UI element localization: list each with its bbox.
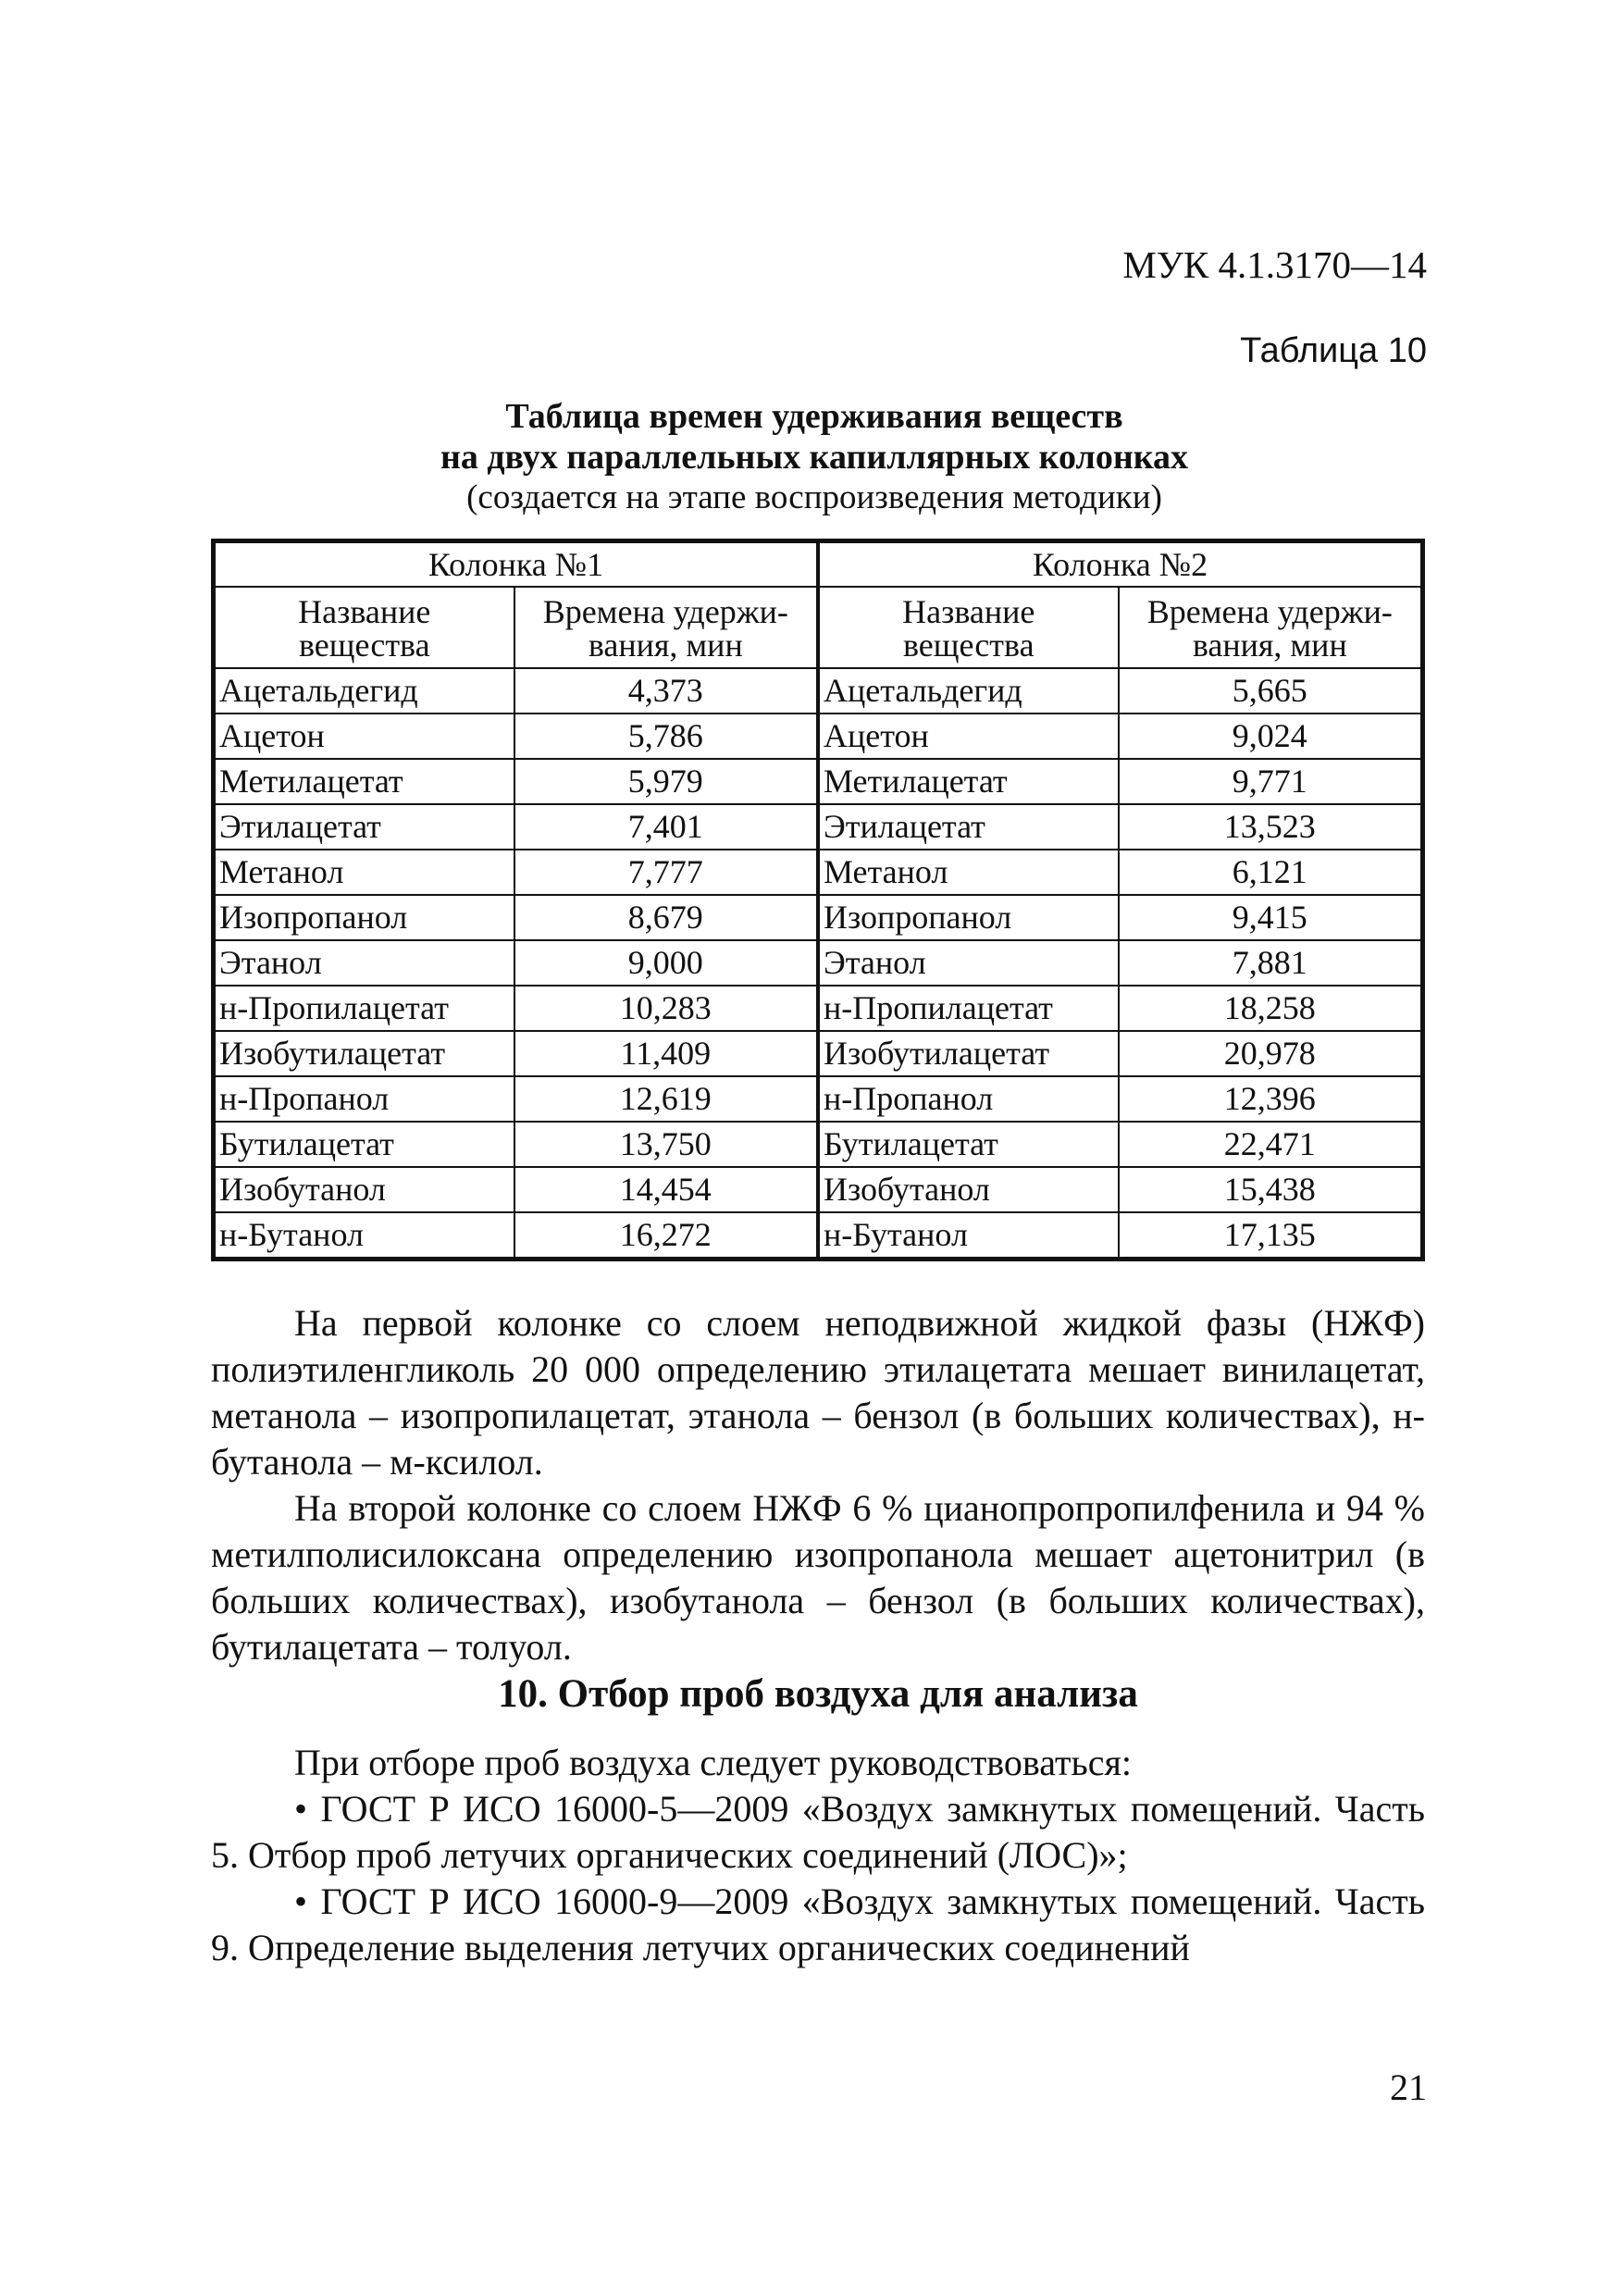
table-row bbox=[214, 1212, 1423, 1260]
substance-name-col2: Бутилацетат bbox=[818, 1122, 1119, 1167]
retention-time-col2: 9,415 bbox=[1119, 895, 1423, 940]
substance-name-col1: н-Пропилацетат bbox=[214, 986, 514, 1031]
retention-time-col2: 6,121 bbox=[1119, 850, 1423, 895]
table-row bbox=[214, 1076, 1423, 1122]
substance-name-col2: Изобутилацетат bbox=[818, 1031, 1119, 1076]
table-row bbox=[214, 895, 1423, 940]
header-text-line: вещества bbox=[902, 627, 1035, 664]
page-number: 21 bbox=[1390, 2066, 1427, 2108]
retention-time-col2: 7,881 bbox=[1119, 940, 1423, 986]
retention-time-col2: 20,978 bbox=[1119, 1031, 1423, 1076]
substance-name-header bbox=[214, 587, 514, 668]
retention-time-col1: 7,401 bbox=[514, 804, 818, 850]
table-row bbox=[214, 804, 1423, 850]
header-text-line: Название bbox=[298, 593, 431, 630]
substance-name-header bbox=[818, 587, 1119, 668]
substance-name-col2: Метилацетат bbox=[818, 759, 1119, 804]
substance-name-col2: Изобутанол bbox=[818, 1167, 1119, 1212]
retention-time-col1: 14,454 bbox=[514, 1167, 818, 1212]
retention-time-header bbox=[514, 587, 818, 668]
retention-time-col2: 15,438 bbox=[1119, 1167, 1423, 1212]
retention-time-col2: 22,471 bbox=[1119, 1122, 1423, 1167]
retention-time-col1: 7,777 bbox=[514, 850, 818, 895]
substance-name-col1: Этанол bbox=[214, 940, 514, 986]
table-row bbox=[214, 714, 1423, 759]
column-1-group-header: Колонка №1 bbox=[214, 541, 818, 588]
retention-time-col2: 9,024 bbox=[1119, 714, 1423, 759]
retention-time-header bbox=[1119, 587, 1423, 668]
retention-time-col2: 12,396 bbox=[1119, 1076, 1423, 1122]
substance-name-col1: Изобутилацетат bbox=[214, 1031, 514, 1076]
header-text-line: вания, мин bbox=[588, 627, 743, 664]
substance-name-col1: Метанол bbox=[214, 850, 514, 895]
table-row bbox=[214, 1167, 1423, 1212]
substance-name-col2: Ацетальдегид bbox=[818, 668, 1119, 714]
paragraph-column-2-note: На второй колонке со слоем НЖФ 6 % цианопропропилфенила и 94 % метилполисилоксана определению изопропанола мешает ацетонитрил (в больших количествах), изобутанола – бензол (в больших количествах), бутилацетата – толуол. bbox=[211, 1487, 1425, 1668]
substance-name-col2: Изопропанол bbox=[818, 895, 1119, 940]
substance-name-col2: н-Пропанол bbox=[818, 1076, 1119, 1122]
retention-time-col1: 11,409 bbox=[514, 1031, 818, 1076]
retention-time-col1: 13,750 bbox=[514, 1122, 818, 1167]
gost-reference-item: • ГОСТ Р ИСО 16000-5—2009 «Воздух замкнутых помещений. Часть 5. Отбор проб летучих органических соединений (ЛОС)»; bbox=[211, 1788, 1425, 1876]
gost-reference-item: • ГОСТ Р ИСО 16000-9—2009 «Воздух замкнутых помещений. Часть 9. Определение выделения летучих органических соединений bbox=[211, 1880, 1425, 1968]
section-heading: 10. Отбор проб воздуха для анализа bbox=[498, 1672, 1138, 1716]
section-body bbox=[211, 1740, 1425, 1971]
substance-name-col1: Бутилацетат bbox=[214, 1122, 514, 1167]
substance-name-col2: Этилацетат bbox=[818, 804, 1119, 850]
substance-name-col2: Ацетон bbox=[818, 714, 1119, 759]
substance-name-col2: н-Пропилацетат bbox=[818, 986, 1119, 1031]
header-text-line: Времена удержи- bbox=[542, 593, 788, 630]
retention-time-col2: 17,135 bbox=[1119, 1212, 1423, 1260]
retention-time-col1: 10,283 bbox=[514, 986, 818, 1031]
header-text-line: Название bbox=[902, 593, 1035, 630]
retention-time-col1: 16,272 bbox=[514, 1212, 818, 1260]
substance-name-col1: Ацетон bbox=[214, 714, 514, 759]
table-row bbox=[214, 1031, 1423, 1076]
section-intro: При отборе проб воздуха следует руководствоваться: bbox=[294, 1742, 1132, 1783]
retention-time-col2: 9,771 bbox=[1119, 759, 1423, 804]
retention-time-col1: 12,619 bbox=[514, 1076, 818, 1122]
table-caption bbox=[204, 396, 1425, 518]
table-row bbox=[214, 759, 1423, 804]
substance-name-col1: Метилацетат bbox=[214, 759, 514, 804]
retention-time-col1: 5,786 bbox=[514, 714, 818, 759]
retention-time-col2: 18,258 bbox=[1119, 986, 1423, 1031]
caption-line-3: (создается на этапе воспроизведения методики) bbox=[466, 478, 1162, 516]
retention-time-col2: 13,523 bbox=[1119, 804, 1423, 850]
substance-name-col1: н-Пропанол bbox=[214, 1076, 514, 1122]
retention-time-table bbox=[211, 539, 1425, 1261]
paragraph-column-1-note: На первой колонке со слоем неподвижной жидкой фазы (НЖФ) полиэтиленгликоль 20 000 определению этилацетата мешает винилацетат, метанола – изопропилацетат, этанола – бензол (в больших количествах), н-бутанола – м-ксилол. bbox=[211, 1302, 1425, 1483]
retention-time-col1: 5,979 bbox=[514, 759, 818, 804]
header-text-line: вания, мин bbox=[1192, 627, 1347, 664]
column-2-group-header: Колонка №2 bbox=[818, 541, 1423, 588]
document-code: МУК 4.1.3170—14 bbox=[1122, 243, 1427, 286]
substance-name-col1: Этилацетат bbox=[214, 804, 514, 850]
header-text-line: Времена удержи- bbox=[1146, 593, 1393, 630]
header-text-line: вещества bbox=[298, 627, 430, 664]
caption-line-1: Таблица времен удерживания веществ bbox=[505, 397, 1123, 436]
interference-notes bbox=[211, 1300, 1425, 1670]
retention-time-col1: 4,373 bbox=[514, 668, 818, 714]
substance-name-col1: Изобутанол bbox=[214, 1167, 514, 1212]
substance-name-col2: Этанол bbox=[818, 940, 1119, 986]
retention-time-col1: 8,679 bbox=[514, 895, 818, 940]
table-row bbox=[214, 940, 1423, 986]
retention-time-col1: 9,000 bbox=[514, 940, 818, 986]
table-row bbox=[214, 986, 1423, 1031]
substance-name-col1: н-Бутанол bbox=[214, 1212, 514, 1260]
table-row bbox=[214, 668, 1423, 714]
table-row bbox=[214, 850, 1423, 895]
retention-time-col2: 5,665 bbox=[1119, 668, 1423, 714]
substance-name-col2: Метанол bbox=[818, 850, 1119, 895]
table-number-label: Таблица 10 bbox=[1240, 331, 1427, 370]
table-row bbox=[214, 1122, 1423, 1167]
caption-line-2: на двух параллельных капиллярных колонках bbox=[440, 438, 1189, 477]
substance-name-col1: Изопропанол bbox=[214, 895, 514, 940]
substance-name-col2: н-Бутанол bbox=[818, 1212, 1119, 1260]
table-body bbox=[214, 668, 1423, 1260]
substance-name-col1: Ацетальдегид bbox=[214, 668, 514, 714]
